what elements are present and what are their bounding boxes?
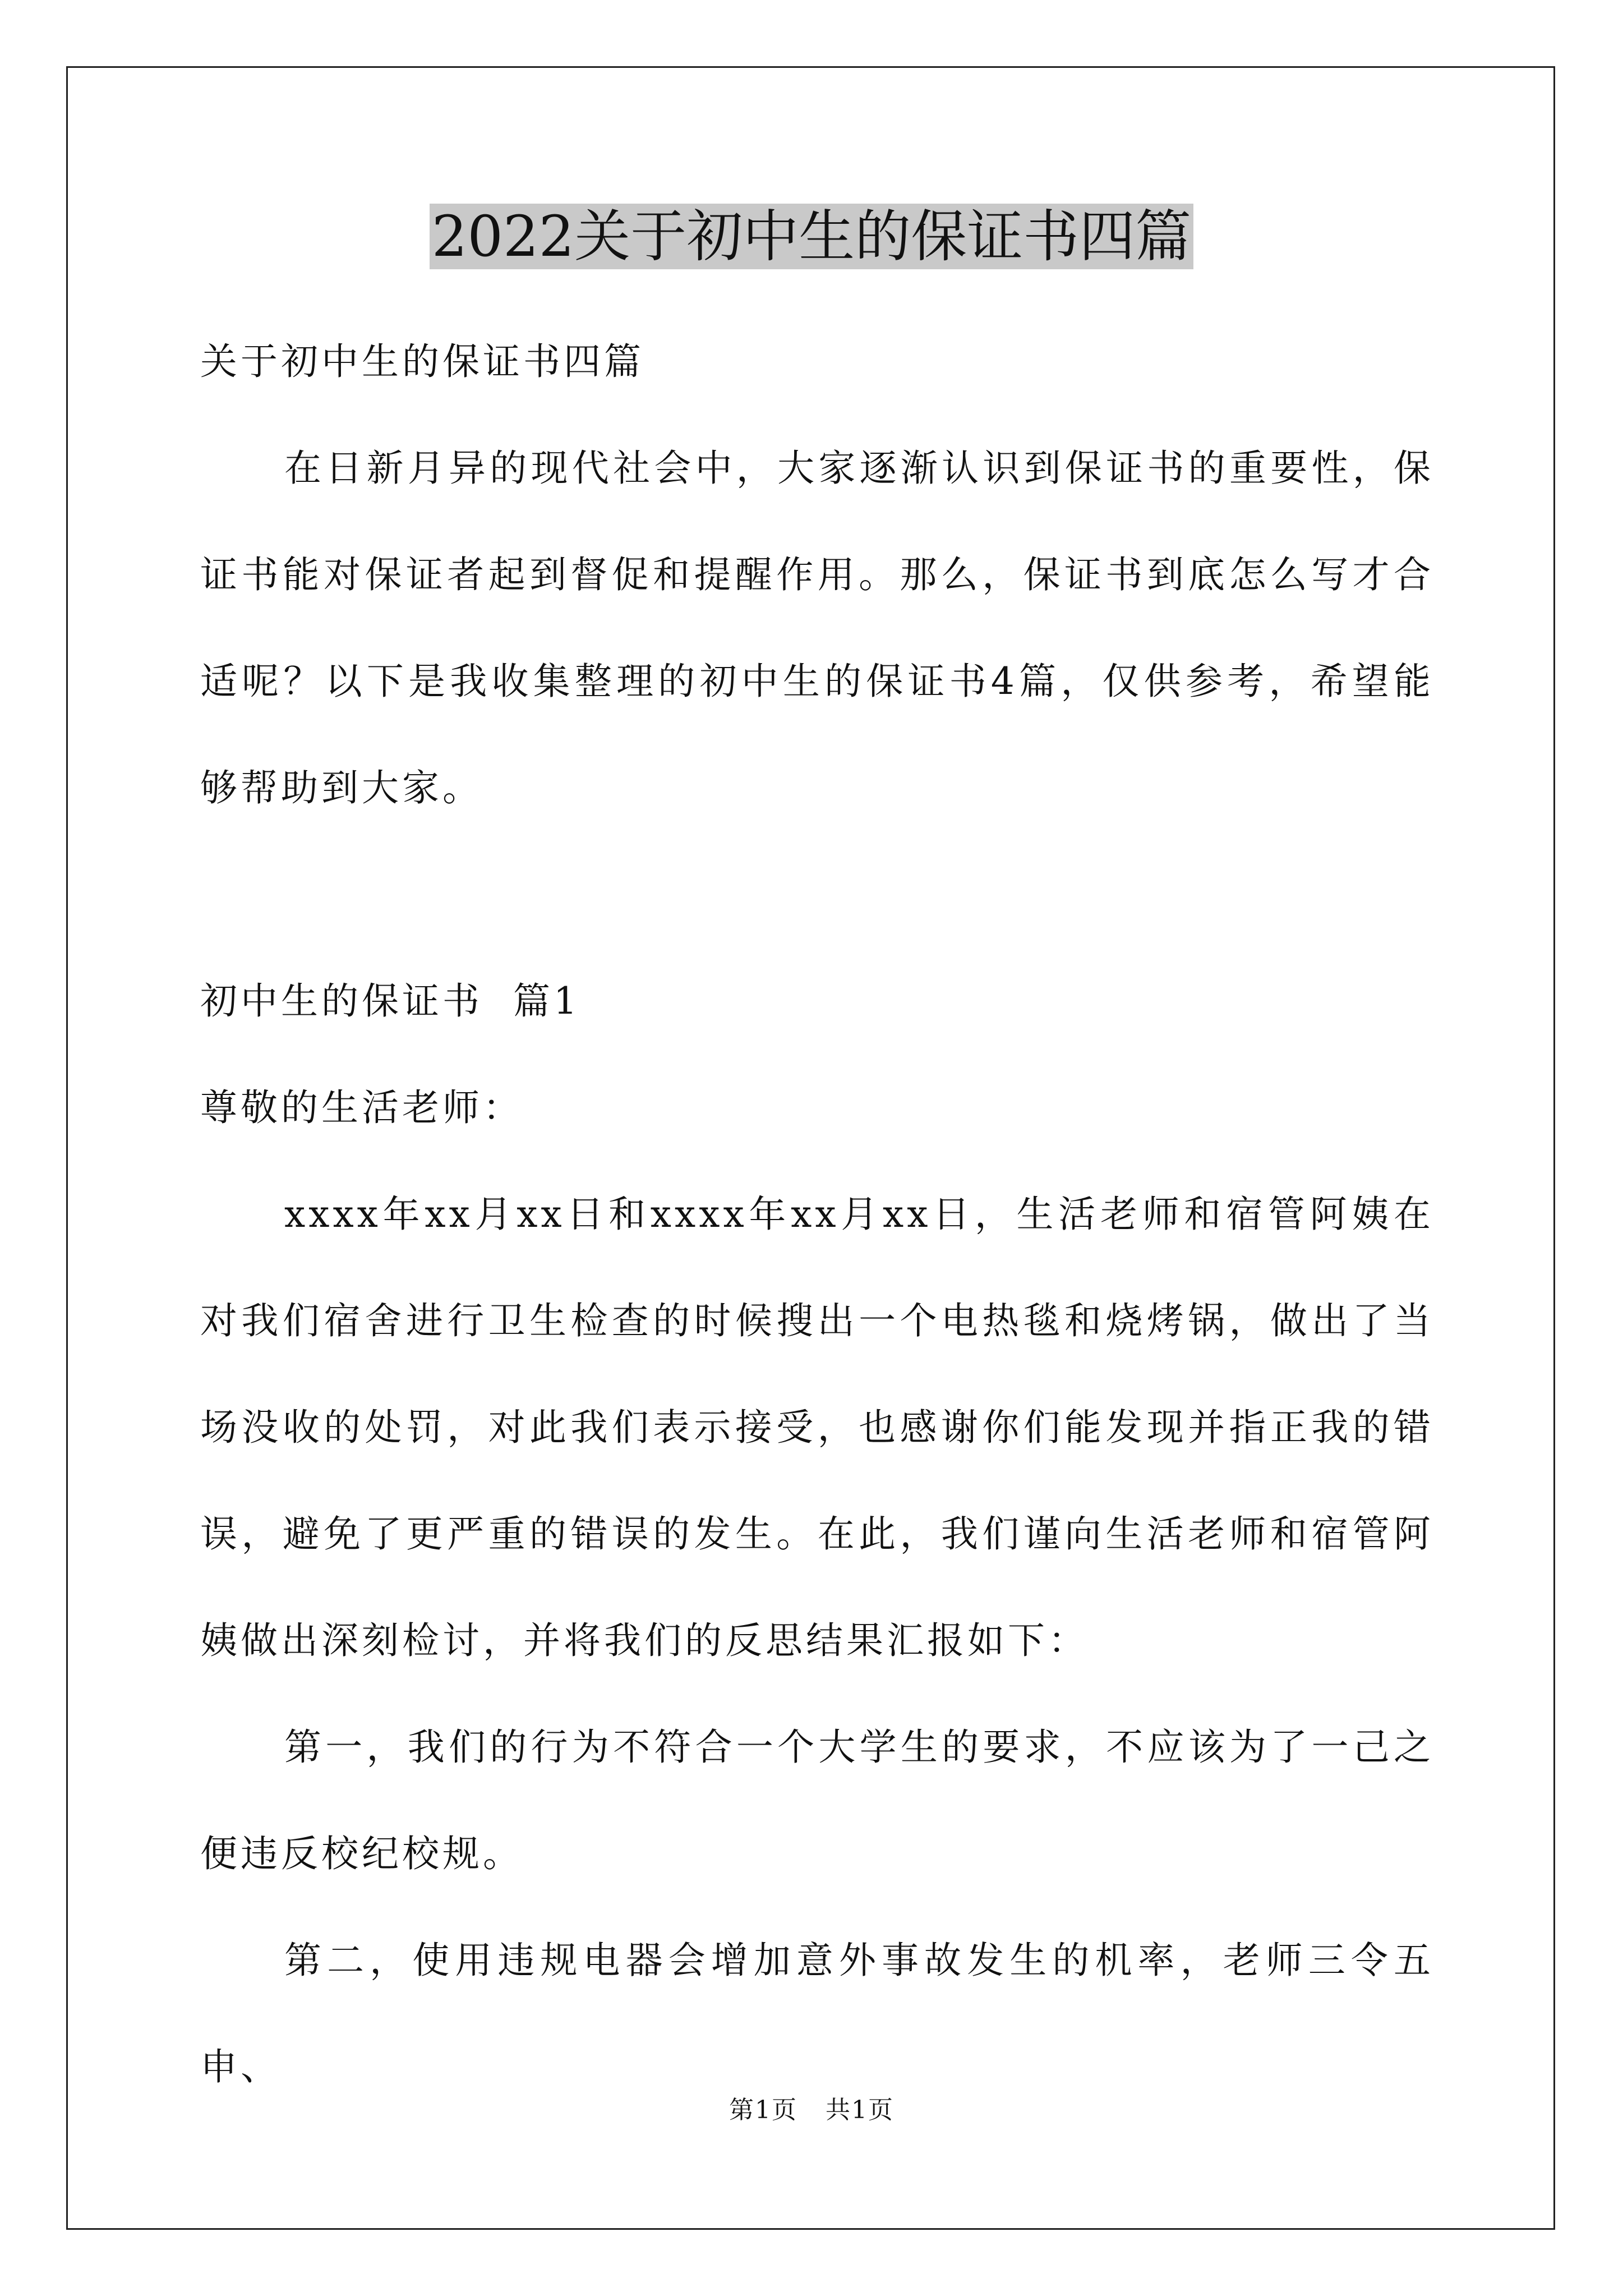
body-paragraph: 第二，使用违规电器会增加意外事故发生的机率，老师三令五申、 (200, 1939, 1434, 2088)
body-paragraph: 第一，我们的行为不符合一个大学生的要求，不应该为了一己之便违反校纪校规。 (200, 1726, 1434, 1875)
document-title (0, 197, 1623, 276)
page-footer (0, 2093, 1623, 2127)
section-heading: 初中生的保证书 篇1 (200, 979, 580, 1023)
intro-paragraph: 在日新月异的现代社会中，大家逐渐认识到保证书的重要性，保证书能对保证者起到督促和提醒作用。那么，保证书到底怎么写才合适呢？以下是我收集整理的初中生的保证书4篇，仅供参考，希望能够帮助到大家。 (200, 447, 1434, 809)
document-title-text: 2022关于初中生的保证书四篇 (430, 204, 1194, 269)
page-total: 共1页 (826, 2096, 894, 2124)
document-subtitle: 关于初中生的保证书四篇 (200, 340, 644, 383)
section-spacer (200, 841, 1434, 948)
document-body (200, 309, 1434, 2120)
body-paragraph: xxxx年xx月xx日和xxxx年xx月xx日，生活老师和宿管阿姨在对我们宿舍进行卫生检查的时候搜出一个电热毯和烧烤锅，做出了当场没收的处罚，对此我们表示接受，也感谢你们能发现并指正我的错误，避免了更严重的错误的发生。在此，我们谨向生活老师和宿管阿姨做出深刻检讨，并将我们的反思结果汇报如下： (200, 1193, 1434, 1662)
salutation: 尊敬的生活老师： (200, 1086, 523, 1129)
page-number: 第1页 (729, 2096, 797, 2124)
